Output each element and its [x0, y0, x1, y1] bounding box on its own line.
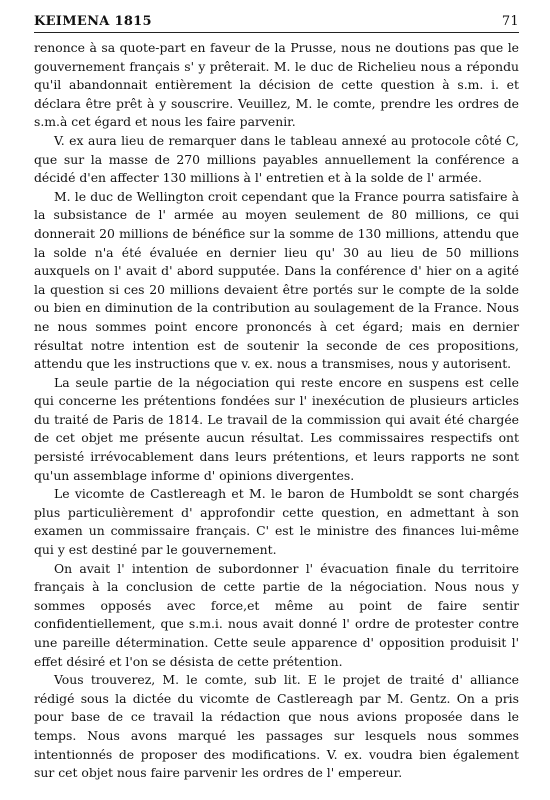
paragraph: M. le duc de Wellington croit cependant que la France pourra satisfaire à la subsistance de l' armée au moyen seulement de 80 millions, ce qui donnerait 20 millions de bénéfice sur la somme de 130 millions, attendu que la solde n'a été évaluée en dernier lieu qu' 30 au lieu de 50 millions auxquels on l' avait d' abord supputée. Dans la conférence d' hier on a agité la question si ces 20 millions devaient être portés sur le compte de la solde ou bien en diminution de la contribution au soulagement de la France. Nous ne nous sommes point encore prononcés à cet égard; mais en dernier résultat notre intention est de soutenir la seconde de ces propositions, attendu que les instructions que v. ex. nous a transmises, nous y autorisent. [34, 188, 519, 372]
paragraph: Le vicomte de Castlereagh et M. le baron de Humboldt se sont chargés plus particulièrement d' approfondir cette question, en admettant à son examen un commissaire français. C' est le ministre des finances lui-même qui y est destiné par le gouvernement. [34, 486, 519, 558]
header-title: KEIMENA 1815 [34, 14, 152, 29]
paragraph: renonce à sa quote-part en faveur de la Prusse, nous ne doutions pas que le gouvernement français s' y prêterait. M. le duc de Richelieu nous a répondu qu'il abandonnait entièrement la décision de cette question à s.m. i. et déclara être prêt à y souscrire. Veuillez, M. le comte, prendre les ordres de s.m.à cet égard et nous les faire parvenir. [34, 40, 519, 130]
page-number: 71 [501, 14, 519, 29]
body-text [34, 39, 519, 783]
paragraph: On avait l' intention de subordonner l' évacuation finale du territoire français à la conclusion de cette partie de la négociation. Nous nous y sommes opposés avec force,et même au point de faire sentir confidentiellement, que s.m.i. nous avait donné l' ordre de protester contre une pareille détermination. Cette seule apparence d' opposition produisit l' effet désiré et l'on se désista de cette prétention. [34, 560, 519, 669]
running-header [34, 14, 519, 33]
paragraph: Vous trouverez, M. le comte, sub lit. E le projet de traité d' alliance rédigé sous la dictée du vicomte de Castlereagh par M. Gentz. On a pris pour base de ce travail la rédaction que nous avions proposée dans le temps. Nous avons marqué les passages sur lesquels nous sommes intentionnés de proposer des modifications. V. ex. voudra bien également sur cet objet nous faire parvenir les ordres de l' empereur. [34, 672, 519, 781]
paragraph: La seule partie de la négociation qui reste encore en suspens est celle qui concerne les prétentions fondées sur l' inexécution de plusieurs articles du traité de Paris de 1814. Le travail de la commission qui avait été chargée de cet objet me présente aucun résultat. Les commissaires respectifs ont persisté irrévocablement dans leurs prétentions, et leurs rapports ne sont qu'un assemblage informe d' opinions divergentes. [34, 374, 519, 483]
paragraph: V. ex aura lieu de remarquer dans le tableau annexé au protocole côté C, que sur la masse de 270 millions payables annuellement la conférence a décidé d'en affecter 130 millions à l' entretien et à la solde de l' armée. [34, 132, 519, 186]
